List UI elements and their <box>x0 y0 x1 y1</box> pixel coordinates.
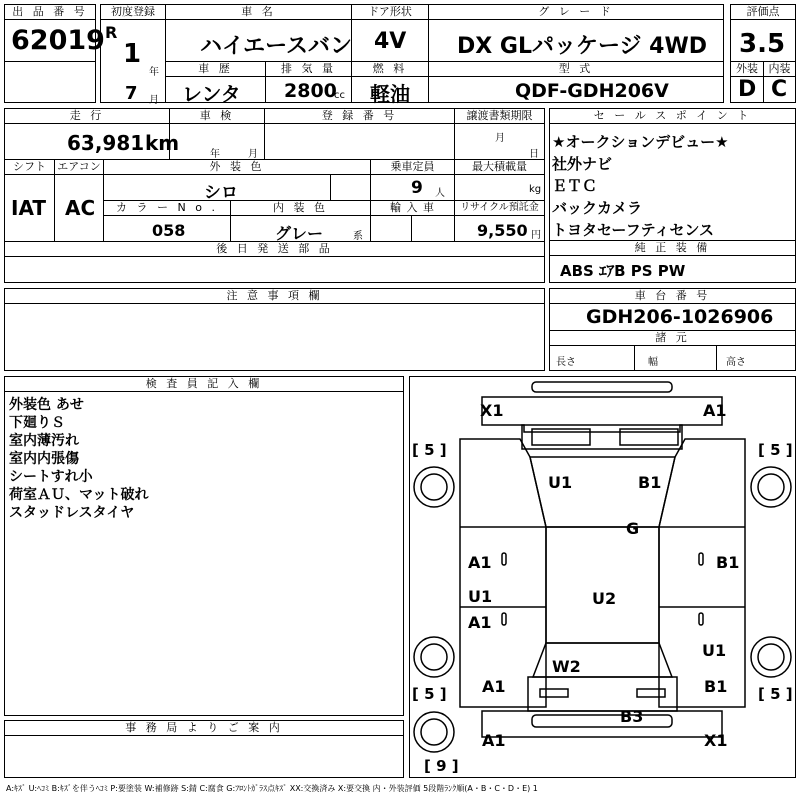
mileage-unit: km <box>145 131 180 155</box>
width-label: 幅 <box>648 357 658 368</box>
interior-grade: C <box>771 77 788 102</box>
length-label: 長さ <box>556 357 576 368</box>
tire-rl-value: 5 <box>424 685 435 703</box>
registration-label: 登 録 番 号 <box>265 109 454 124</box>
lot-number-box <box>4 4 105 62</box>
load-label: 最大積載量 <box>455 160 544 175</box>
model: QDF-GDH206V <box>515 80 669 102</box>
sales-points-label: セ ー ル ス ポ イ ン ト <box>550 109 795 124</box>
import-box <box>370 200 455 242</box>
first-reg-label: 初度登録 <box>101 5 165 20</box>
inspector-line: 下廻りＳ <box>9 415 65 431</box>
transfer-box <box>454 108 545 160</box>
inspector-box <box>4 376 404 716</box>
import-label: 輸 入 車 <box>371 201 454 216</box>
model-label: 型 式 <box>429 62 723 77</box>
tire-spare: [ 9 ] <box>424 757 459 775</box>
dims-divider-2 <box>716 345 717 371</box>
color-label: 外 装 色 <box>104 160 370 175</box>
office-label: 事 務 局 よ り ご 案 内 <box>5 721 403 736</box>
import-divider <box>411 216 412 242</box>
inspector-line: 荷室ＡＵ、マット破れ <box>9 487 149 503</box>
interior-color-label: 内 装 色 <box>231 201 370 216</box>
inspector-line: シートすれ小 <box>9 469 93 485</box>
displacement-label: 排 気 量 <box>266 62 351 77</box>
tire-front-left: [ 5 ] <box>412 441 447 459</box>
interior-color: グレー <box>275 224 324 243</box>
tire-front-right: [ 5 ] <box>758 441 793 459</box>
sales-point: バックカメラ <box>552 199 643 217</box>
transfer-day-unit: 日 <box>529 149 539 160</box>
sales-points-box <box>549 108 796 241</box>
sales-point: ＥＴＣ <box>552 177 598 195</box>
dimensions-label: 諸 元 <box>550 330 795 346</box>
model-box <box>428 61 724 103</box>
inspection-month-unit: 月 <box>248 149 258 160</box>
tire-fl-value: 5 <box>424 441 435 459</box>
recycle-label: リサイクル預託金 <box>455 201 544 216</box>
ac: AC <box>65 196 96 220</box>
mark-x1-front-left: X1 <box>480 401 504 420</box>
reg-year: 1 <box>123 39 142 69</box>
lot-number-label: 出 品 番 号 <box>5 5 95 20</box>
transfer-month-unit: 月 <box>495 133 505 144</box>
fuel-box <box>351 61 429 106</box>
damage-diagram-box <box>409 376 796 778</box>
displacement-box <box>265 61 352 103</box>
ac-box <box>54 159 104 242</box>
car-name: ハイエースバン <box>200 34 353 59</box>
displacement-unit: cc <box>334 90 345 101</box>
mark-u1-hood: U1 <box>548 473 573 492</box>
load-unit: kg <box>529 184 542 195</box>
car-name-box <box>165 4 352 62</box>
chassis-label: 車 台 番 号 <box>550 289 795 304</box>
inspector-line: 室内薄汚れ <box>9 433 79 449</box>
mark-u1-right-rear: U1 <box>702 641 727 660</box>
exterior-color: シロ <box>204 183 238 203</box>
inspector-line: 外装色 あせ <box>9 397 84 413</box>
office-box <box>4 720 404 778</box>
transfer-label: 譲渡書類期限 <box>455 109 544 124</box>
mark-u2-roof: U2 <box>592 589 617 608</box>
seats: 9 <box>411 178 423 198</box>
sales-point: トヨタセーフティセンス <box>552 221 715 239</box>
shift-label: シフト <box>5 160 54 175</box>
tire-rr-value: 5 <box>770 685 781 703</box>
dims-divider-1 <box>634 345 635 371</box>
car-diagram <box>410 377 795 777</box>
lot-number: 62019 <box>11 25 105 56</box>
color-divider <box>330 175 331 201</box>
mark-b1-hood: B1 <box>638 473 662 492</box>
mileage-box <box>4 108 180 160</box>
equipment: ABS ｴｱB PS PW <box>560 262 686 280</box>
seats-unit: 人 <box>435 188 445 199</box>
notes-label: 注 意 事 項 欄 <box>5 289 544 304</box>
fuel-label: 燃 料 <box>352 62 428 77</box>
score-box <box>730 4 796 62</box>
tire-rear-left: [ 5 ] <box>412 685 447 703</box>
tire-rear-right: [ 5 ] <box>758 685 793 703</box>
sales-point: ★オークションデビュー★ <box>552 133 729 151</box>
later-parts-box <box>4 241 545 283</box>
seats-box <box>370 159 455 201</box>
mark-a1-left-door: A1 <box>468 553 492 572</box>
lot-blank-box <box>4 61 96 103</box>
color-number-box <box>103 200 231 242</box>
exterior-grade-box <box>730 61 764 103</box>
grade-box <box>428 4 724 62</box>
mark-b3-rear: B3 <box>620 707 644 726</box>
door-label: ドア形状 <box>352 5 428 20</box>
registration-box <box>264 108 455 160</box>
reg-month: 7 <box>125 83 138 104</box>
load-box <box>454 159 545 201</box>
era: R <box>105 23 118 42</box>
score-label: 評価点 <box>731 5 795 20</box>
month-unit: 月 <box>149 95 159 106</box>
inspection-year-unit: 年 <box>210 149 220 160</box>
interior-grade-box <box>763 61 796 103</box>
mark-u1-left: U1 <box>468 587 493 606</box>
inspector-line: スタッドレスタイヤ <box>9 505 135 521</box>
recycle-unit: 円 <box>531 230 541 241</box>
recycle-box <box>454 200 545 242</box>
history-label: 車 歴 <box>166 62 265 77</box>
mileage-label: 走 行 <box>5 109 169 124</box>
inspection-label: 車 検 <box>170 109 264 124</box>
fuel: 軽油 <box>370 82 410 106</box>
mark-x1-bottom-right: X1 <box>704 731 728 750</box>
exterior-label: 外装 <box>731 62 763 77</box>
interior-color-suffix: 系 <box>353 231 363 242</box>
mark-b1-right-quarter: B1 <box>704 677 728 696</box>
chassis-number: GDH206-1026906 <box>586 306 774 328</box>
recycle-fee: 9,550 <box>477 221 528 240</box>
later-parts-label: 後 日 発 送 部 品 <box>5 242 544 257</box>
mark-a1-left-quarter: A1 <box>482 677 506 696</box>
inspector-label: 検 査 員 記 入 欄 <box>5 377 403 392</box>
seats-label: 乗車定員 <box>371 160 454 175</box>
mark-a1-bottom-left: A1 <box>482 731 506 750</box>
car-name-label: 車 名 <box>166 5 351 20</box>
door-box <box>351 4 429 62</box>
tire-fr-value: 5 <box>770 441 781 459</box>
mark-a1-front-right: A1 <box>703 401 727 420</box>
mileage: 63,981 <box>67 131 145 155</box>
tire-spare-value: 9 <box>436 757 447 775</box>
year-unit: 年 <box>149 67 159 78</box>
mark-w2-rear: W2 <box>552 657 581 676</box>
equipment-label: 純 正 装 備 <box>550 241 795 256</box>
interior-color-box <box>230 200 371 242</box>
history: レンタ <box>182 82 241 106</box>
history-box <box>165 61 266 106</box>
grade: DX GLパッケージ 4WD <box>457 34 708 59</box>
legend: A:ｷｽﾞ U:ﾍｺﾐ B:ｷｽﾞを伴うﾍｺﾐ P:要塗装 W:補修跡 S:錆 C:腐食 G:ﾌﾛﾝﾄｶﾞﾗｽ点ｷｽﾞ XX:交換済み X:要交換 内・外装評価 5段階ﾗﾝｸ順(A・B・C・D・E) 1 <box>6 784 538 793</box>
shift: IAT <box>11 196 47 220</box>
grade-label: グ レ ー ド <box>429 5 723 20</box>
sales-point: 社外ナビ <box>552 155 613 173</box>
mark-a1-left-rear-door: A1 <box>468 613 492 632</box>
mark-b1-right-door: B1 <box>716 553 740 572</box>
score: 3.5 <box>739 29 786 59</box>
height-label: 高さ <box>726 357 746 368</box>
chassis-box <box>549 288 796 371</box>
ac-label: エアコン <box>55 160 103 175</box>
exterior-grade: D <box>738 77 757 102</box>
color-number: 058 <box>152 221 186 240</box>
inspection-box <box>169 108 265 160</box>
interior-label: 内装 <box>764 62 795 77</box>
displacement: 2800 <box>284 80 337 102</box>
color-box <box>103 159 371 201</box>
mark-g-glass: G <box>626 519 640 538</box>
equipment-box <box>549 240 796 283</box>
shift-box <box>4 159 55 242</box>
notes-box <box>4 288 545 371</box>
color-number-label: カ ラ ー N o . <box>104 201 230 216</box>
door-type: 4V <box>374 29 407 54</box>
inspector-line: 室内内張傷 <box>9 451 79 467</box>
first-registration-box <box>100 4 166 106</box>
